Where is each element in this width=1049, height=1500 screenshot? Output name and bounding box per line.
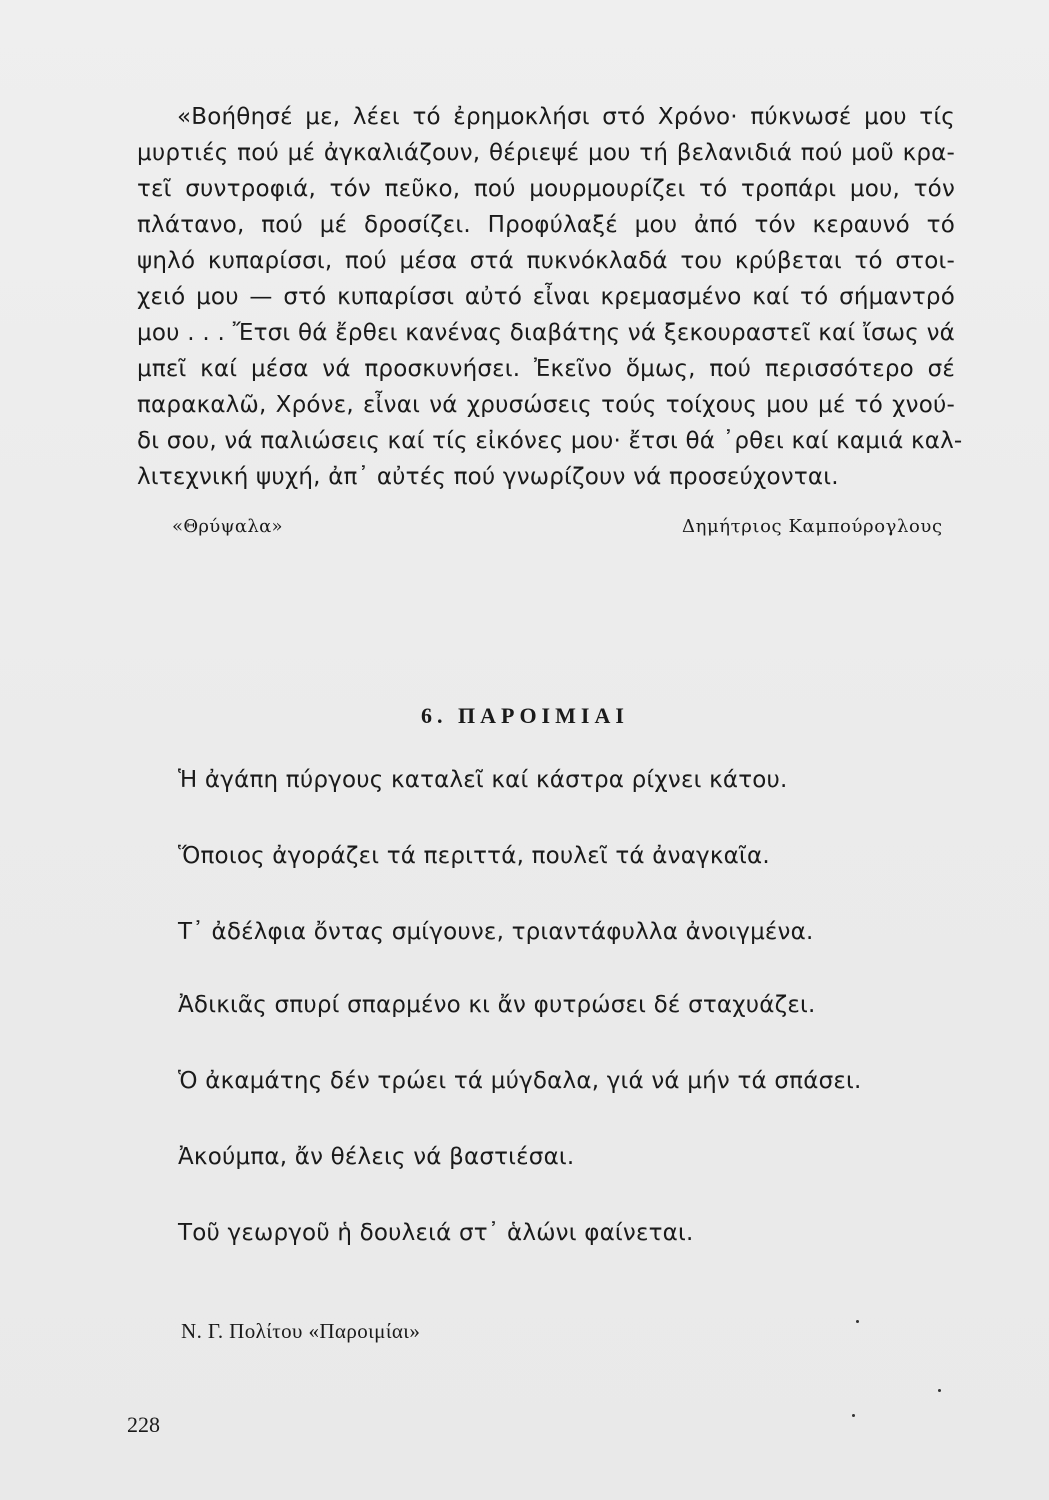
proverb-line: Ἀκούμπα, ἄν θέλεις νά βαστιέσαι.: [178, 1144, 575, 1170]
ink-speck: [938, 1389, 941, 1392]
paragraph-line: μου . . . Ἔτσι θά ἔρθει κανένας διαβάτης νά ξεκουραστεῖ καί ἴσως νά: [137, 320, 955, 346]
paragraph-line: πλάτανο, πού μέ δροσίζει. Προφύλαξέ μου ἀπό τόν κεραυνό τό: [137, 212, 955, 238]
author-name: Δημήτριος Καμπούρογλους: [682, 516, 943, 537]
section-heading: 6. ΠΑΡΟΙΜΙΑΙ: [421, 703, 629, 728]
page-number: 228: [127, 1412, 160, 1437]
proverb-line: Ὅποιος ἀγοράζει τά περιττά, πουλεῖ τά ἀναγκαῖα.: [178, 843, 770, 869]
paragraph-line: χειό μου — στό κυπαρίσσι αὐτό εἶναι κρεμασμένο καί τό σήμαντρό: [137, 284, 955, 310]
paragraph-line: μπεῖ καί μέσα νά προσκυνήσει. Ἐκεῖνο ὅμως, πού περισσότερο σέ: [137, 356, 955, 382]
paragraph-line: λιτεχνική ψυχή, ἀπ᾽ αὐτές πού γνωρίζουν νά προσεύχονται.: [137, 464, 839, 490]
proverb-line: Ἀδικιᾶς σπυρί σπαρμένο κι ἄν φυτρώσει δέ σταχυάζει.: [178, 992, 816, 1018]
proverb-line: Τοῦ γεωργοῦ ἡ δουλειά στ᾽ ἁλώνι φαίνεται.: [178, 1220, 694, 1246]
paragraph-line: παρακαλῶ, Χρόνε, εἶναι νά χρυσώσεις τούς τοίχους μου μέ τό χνού-: [137, 392, 955, 418]
source-title: «Θρύψαλα»: [172, 516, 283, 537]
paragraph-line: τεῖ συντροφιά, τόν πεῦκο, πού μουρμουρίζει τό τροπάρι μου, τόν: [137, 176, 955, 202]
proverb-line: Ὁ ἀκαμάτης δέν τρώει τά μύγδαλα, γιά νά μήν τά σπάσει.: [178, 1068, 862, 1094]
paragraph-line: ψηλό κυπαρίσσι, πού μέσα στά πυκνόκλαδά του κρύβεται τό στοι-: [137, 248, 955, 274]
proverb-line: Τ᾽ ἀδέλφια ὄντας σμίγουνε, τριαντάφυλλα ἀνοιγμένα.: [178, 919, 814, 945]
ink-speck: [852, 1414, 855, 1417]
proverb-line: Ἡ ἀγάπη πύργους καταλεῖ καί κάστρα ρίχνει κάτου.: [178, 767, 788, 793]
prose-paragraph: [137, 99, 963, 495]
paragraph-line: «Βοήθησέ με, λέει τό ἐρημοκλήσι στό Χρόνο· πύκνωσέ μου τίς: [177, 104, 955, 130]
paragraph-line: δι σου, νά παλιώσεις καί τίς εἰκόνες μου· ἔτσι θά ᾽ρθει καί καμιά καλ-: [137, 428, 963, 454]
paragraph-line: μυρτιές πού μέ ἀγκαλιάζουν, θέριεψέ μου τή βελανιδιά πού μοῦ κρα-: [137, 140, 955, 166]
citation: Ν. Γ. Πολίτου «Παροιμίαι»: [181, 1319, 421, 1343]
ink-speck: [856, 1320, 859, 1323]
